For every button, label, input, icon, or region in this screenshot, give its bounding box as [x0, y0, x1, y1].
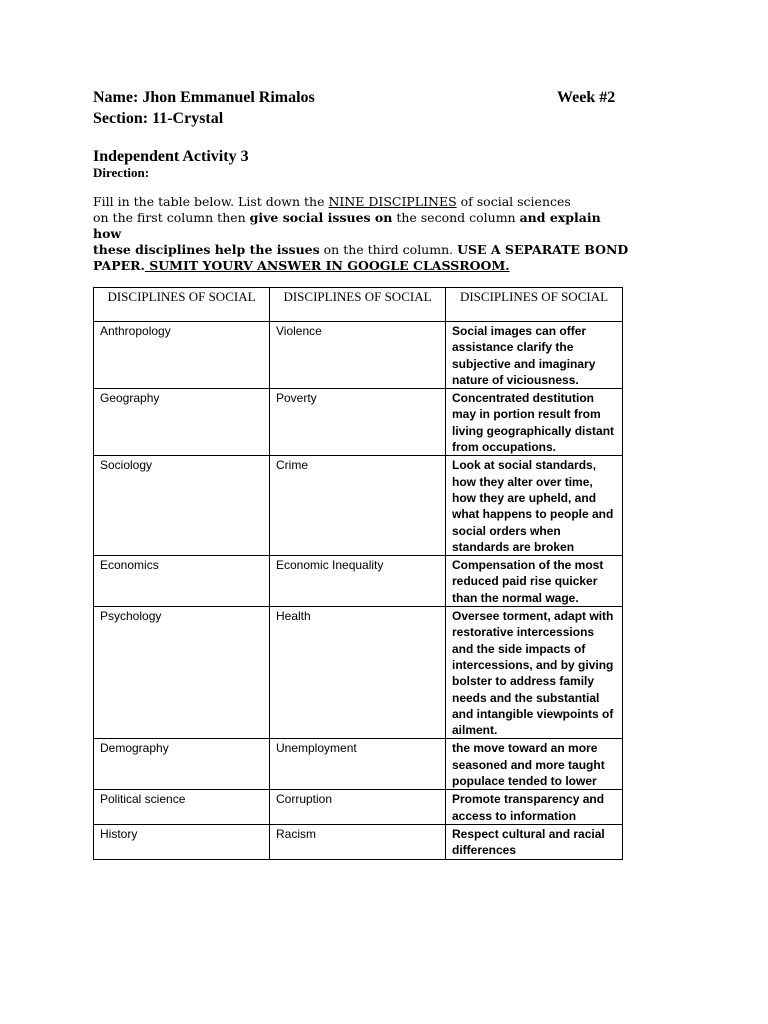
discipline-cell: History	[94, 824, 270, 859]
instructions-line-2	[93, 210, 673, 226]
discipline-cell: Demography	[94, 739, 270, 790]
explanation-cell: Concentrated destitution may in portion result from living geographically distant from occupations.	[446, 389, 623, 456]
column-header-1: DISCIPLINES OF SOCIAL	[94, 288, 270, 322]
section-row	[93, 109, 633, 129]
disciplines-table	[93, 287, 623, 860]
instructions-line-5	[93, 258, 673, 274]
table-row	[94, 824, 623, 859]
discipline-cell: Economics	[94, 556, 270, 607]
instr-text: the second column	[392, 210, 520, 225]
discipline-cell: Anthropology	[94, 322, 270, 389]
explanation-cell: Compensation of the most reduced paid rise quicker than the normal wage.	[446, 556, 623, 607]
instr-text: of social sciences	[456, 194, 571, 209]
table-row	[94, 739, 623, 790]
direction-label: Direction:	[93, 165, 150, 180]
explanation-cell: Promote transparency and access to information	[446, 790, 623, 825]
discipline-cell: Geography	[94, 389, 270, 456]
issue-cell: Poverty	[270, 389, 446, 456]
week-number: Week #2	[557, 89, 616, 106]
explanation-cell: Social images can offer assistance clarify the subjective and imaginary nature of viciousness.	[446, 322, 623, 389]
instr-text: Fill in the table below. List down the	[93, 194, 329, 209]
issue-cell: Racism	[270, 824, 446, 859]
name-week-row	[93, 88, 633, 108]
table-row	[94, 607, 623, 739]
section-label: Section: 11-Crystal	[93, 110, 224, 127]
activity-title: Independent Activity 3	[93, 148, 249, 165]
issue-cell: Unemployment	[270, 739, 446, 790]
table-row	[94, 389, 623, 456]
instr-text: on the first column then	[93, 210, 250, 225]
column-header-2: DISCIPLINES OF SOCIAL	[270, 288, 446, 322]
instr-bold: give social issues on	[249, 210, 393, 225]
issue-cell: Economic Inequality	[270, 556, 446, 607]
instructions-line-4	[93, 242, 673, 258]
issue-cell: Violence	[270, 322, 446, 389]
issue-cell: Crime	[270, 456, 446, 556]
discipline-cell: Sociology	[94, 456, 270, 556]
column-header-3: DISCIPLINES OF SOCIAL	[446, 288, 623, 322]
instr-bold: USE A SEPARATE BOND	[457, 242, 629, 257]
explanation-cell: Look at social standards, how they alter over time, how they are upheld, and what happens to people and social orders when standards are broken	[446, 456, 623, 556]
discipline-cell: Psychology	[94, 607, 270, 739]
instr-text: on the third column.	[319, 242, 458, 257]
instr-bold-underlined: SUMIT YOURV ANSWER IN GOOGLE CLASSROOM.	[144, 258, 510, 273]
student-name: Name: Jhon Emmanuel Rimalos	[93, 89, 315, 106]
issue-cell: Corruption	[270, 790, 446, 825]
table-row	[94, 790, 623, 825]
instructions-line-3: how	[93, 226, 122, 241]
table-row	[94, 556, 623, 607]
issue-cell: Health	[270, 607, 446, 739]
instr-underlined: NINE DISCIPLINES	[328, 194, 457, 209]
explanation-cell: Respect cultural and racial differences	[446, 824, 623, 859]
table-row	[94, 322, 623, 389]
explanation-cell: the move toward an more seasoned and more taught populace tended to lower	[446, 739, 623, 790]
instructions	[93, 194, 673, 274]
instr-bold: these disciplines help the issues	[93, 242, 320, 257]
instructions-line-1	[93, 194, 673, 210]
instr-bold: PAPER.	[93, 258, 145, 273]
table-header-row	[94, 288, 623, 322]
table-row	[94, 456, 623, 556]
instr-bold: and explain	[519, 210, 601, 225]
discipline-cell: Political science	[94, 790, 270, 825]
explanation-cell: Oversee torment, adapt with restorative intercessions and the side impacts of intercessions, and by giving bolster to address family needs and the substantial and intangible viewpoints of ailment.	[446, 607, 623, 739]
